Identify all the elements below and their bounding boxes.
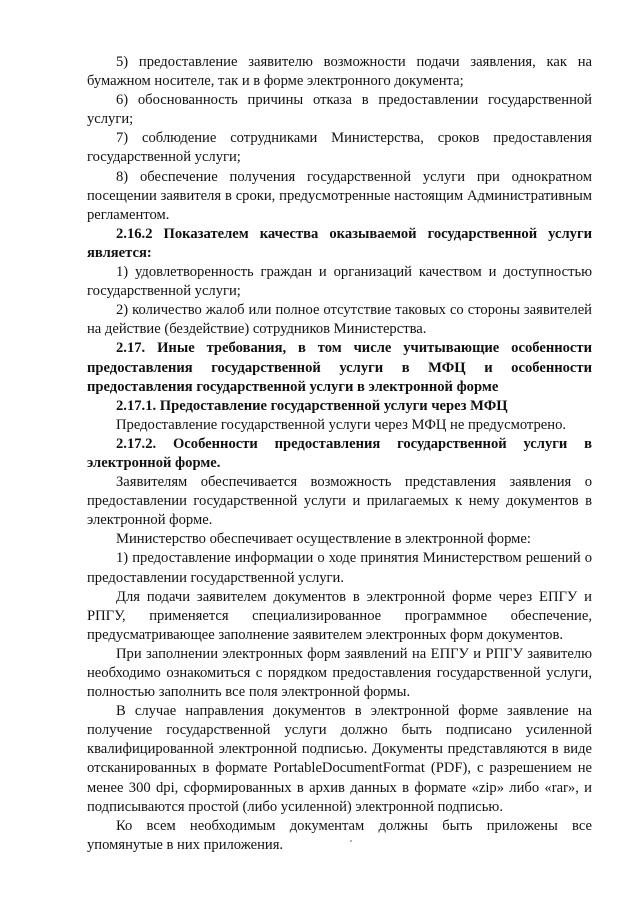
paragraph-item-8: 8) обеспечение получения государственной услуги при однократном посещении заявителя в сроки, предусмотренные настоящим Административным регламентом. xyxy=(87,168,592,223)
paragraph-item-5: 5) предоставление заявителю возможности подачи заявления, как на бумажном носителе, так и в форме электронного документа; xyxy=(87,54,592,90)
section-heading-2-16-2: 2.16.2 Показателем качества оказываемой государственной услуги является: xyxy=(87,225,592,261)
paragraph-electronic-5: При заполнении электронных форм заявлений на ЕПГУ и РПГУ заявителю необходимо ознакомиться с порядком предоставления государственной услуги, полностью заполнить все поля электронной формы. xyxy=(87,645,592,701)
paragraph-electronic-7: Ко всем необходимым документам должны быть приложены все упомянутые в них приложения. xyxy=(87,817,592,853)
paragraph-mfc: Предоставление государственной услуги через МФЦ не предусмотрено. xyxy=(116,416,567,433)
section-heading-2-17: 2.17. Иные требования, в том числе учитывающие особенности предоставления государственной услуги в МФЦ и особенности предоставления государственной услуги в электронной форме xyxy=(87,340,592,395)
paragraph-quality-1: 1) удовлетворенность граждан и организаций качеством и доступностью государственной услуги; xyxy=(87,264,592,300)
paragraph-electronic-2: Министерство обеспечивает осуществление в электронной форме: xyxy=(116,531,531,548)
paragraph-electronic-4: Для подачи заявителем документов в электронной форме через ЕПГУ и РПГУ, применяется специализированное программное обеспечение, предусматривающее заполнение заявителем электронных форм документов. xyxy=(87,588,592,643)
paragraph-item-7: 7) соблюдение сотрудниками Министерства, сроков предоставления государственной услуги; xyxy=(87,130,592,166)
paragraph-item-6: 6) обоснованность причины отказа в предоставлении государственной услуги; xyxy=(87,92,592,128)
section-heading-2-17-2: 2.17.2. Особенности предоставления государственной услуги в электронной форме. xyxy=(87,435,592,471)
scan-speck xyxy=(350,840,352,842)
paragraph-electronic-6: В случае направления документов в электронной форме заявление на получение государственной услуги должно быть подписано усиленной квалифицированной электронной подписью. Документы представляются в виде отсканированных в формате PortableDocumentFormat (PDF), с разрешением не менее 300 dpi, сформированных в архив данных в формате «zip» либо «rar», и подписываются простой (либо усиленной) электронной подписью. xyxy=(87,703,592,815)
section-heading-2-17-1: 2.17.1. Предоставление государственной услуги через МФЦ xyxy=(116,397,508,414)
paragraph-quality-2: 2) количество жалоб или полное отсутствие таковых со стороны заявителей на действие (бездействие) сотрудников Министерства. xyxy=(87,302,592,338)
paragraph-electronic-1: Заявителям обеспечивается возможность представления заявления о предоставлении государственной услуги и прилагаемых к нему документов в электронной форме. xyxy=(87,474,592,529)
paragraph-electronic-3: 1) предоставление информации о ходе принятия Министерством решений о предоставлении государственной услуги. xyxy=(87,550,592,586)
